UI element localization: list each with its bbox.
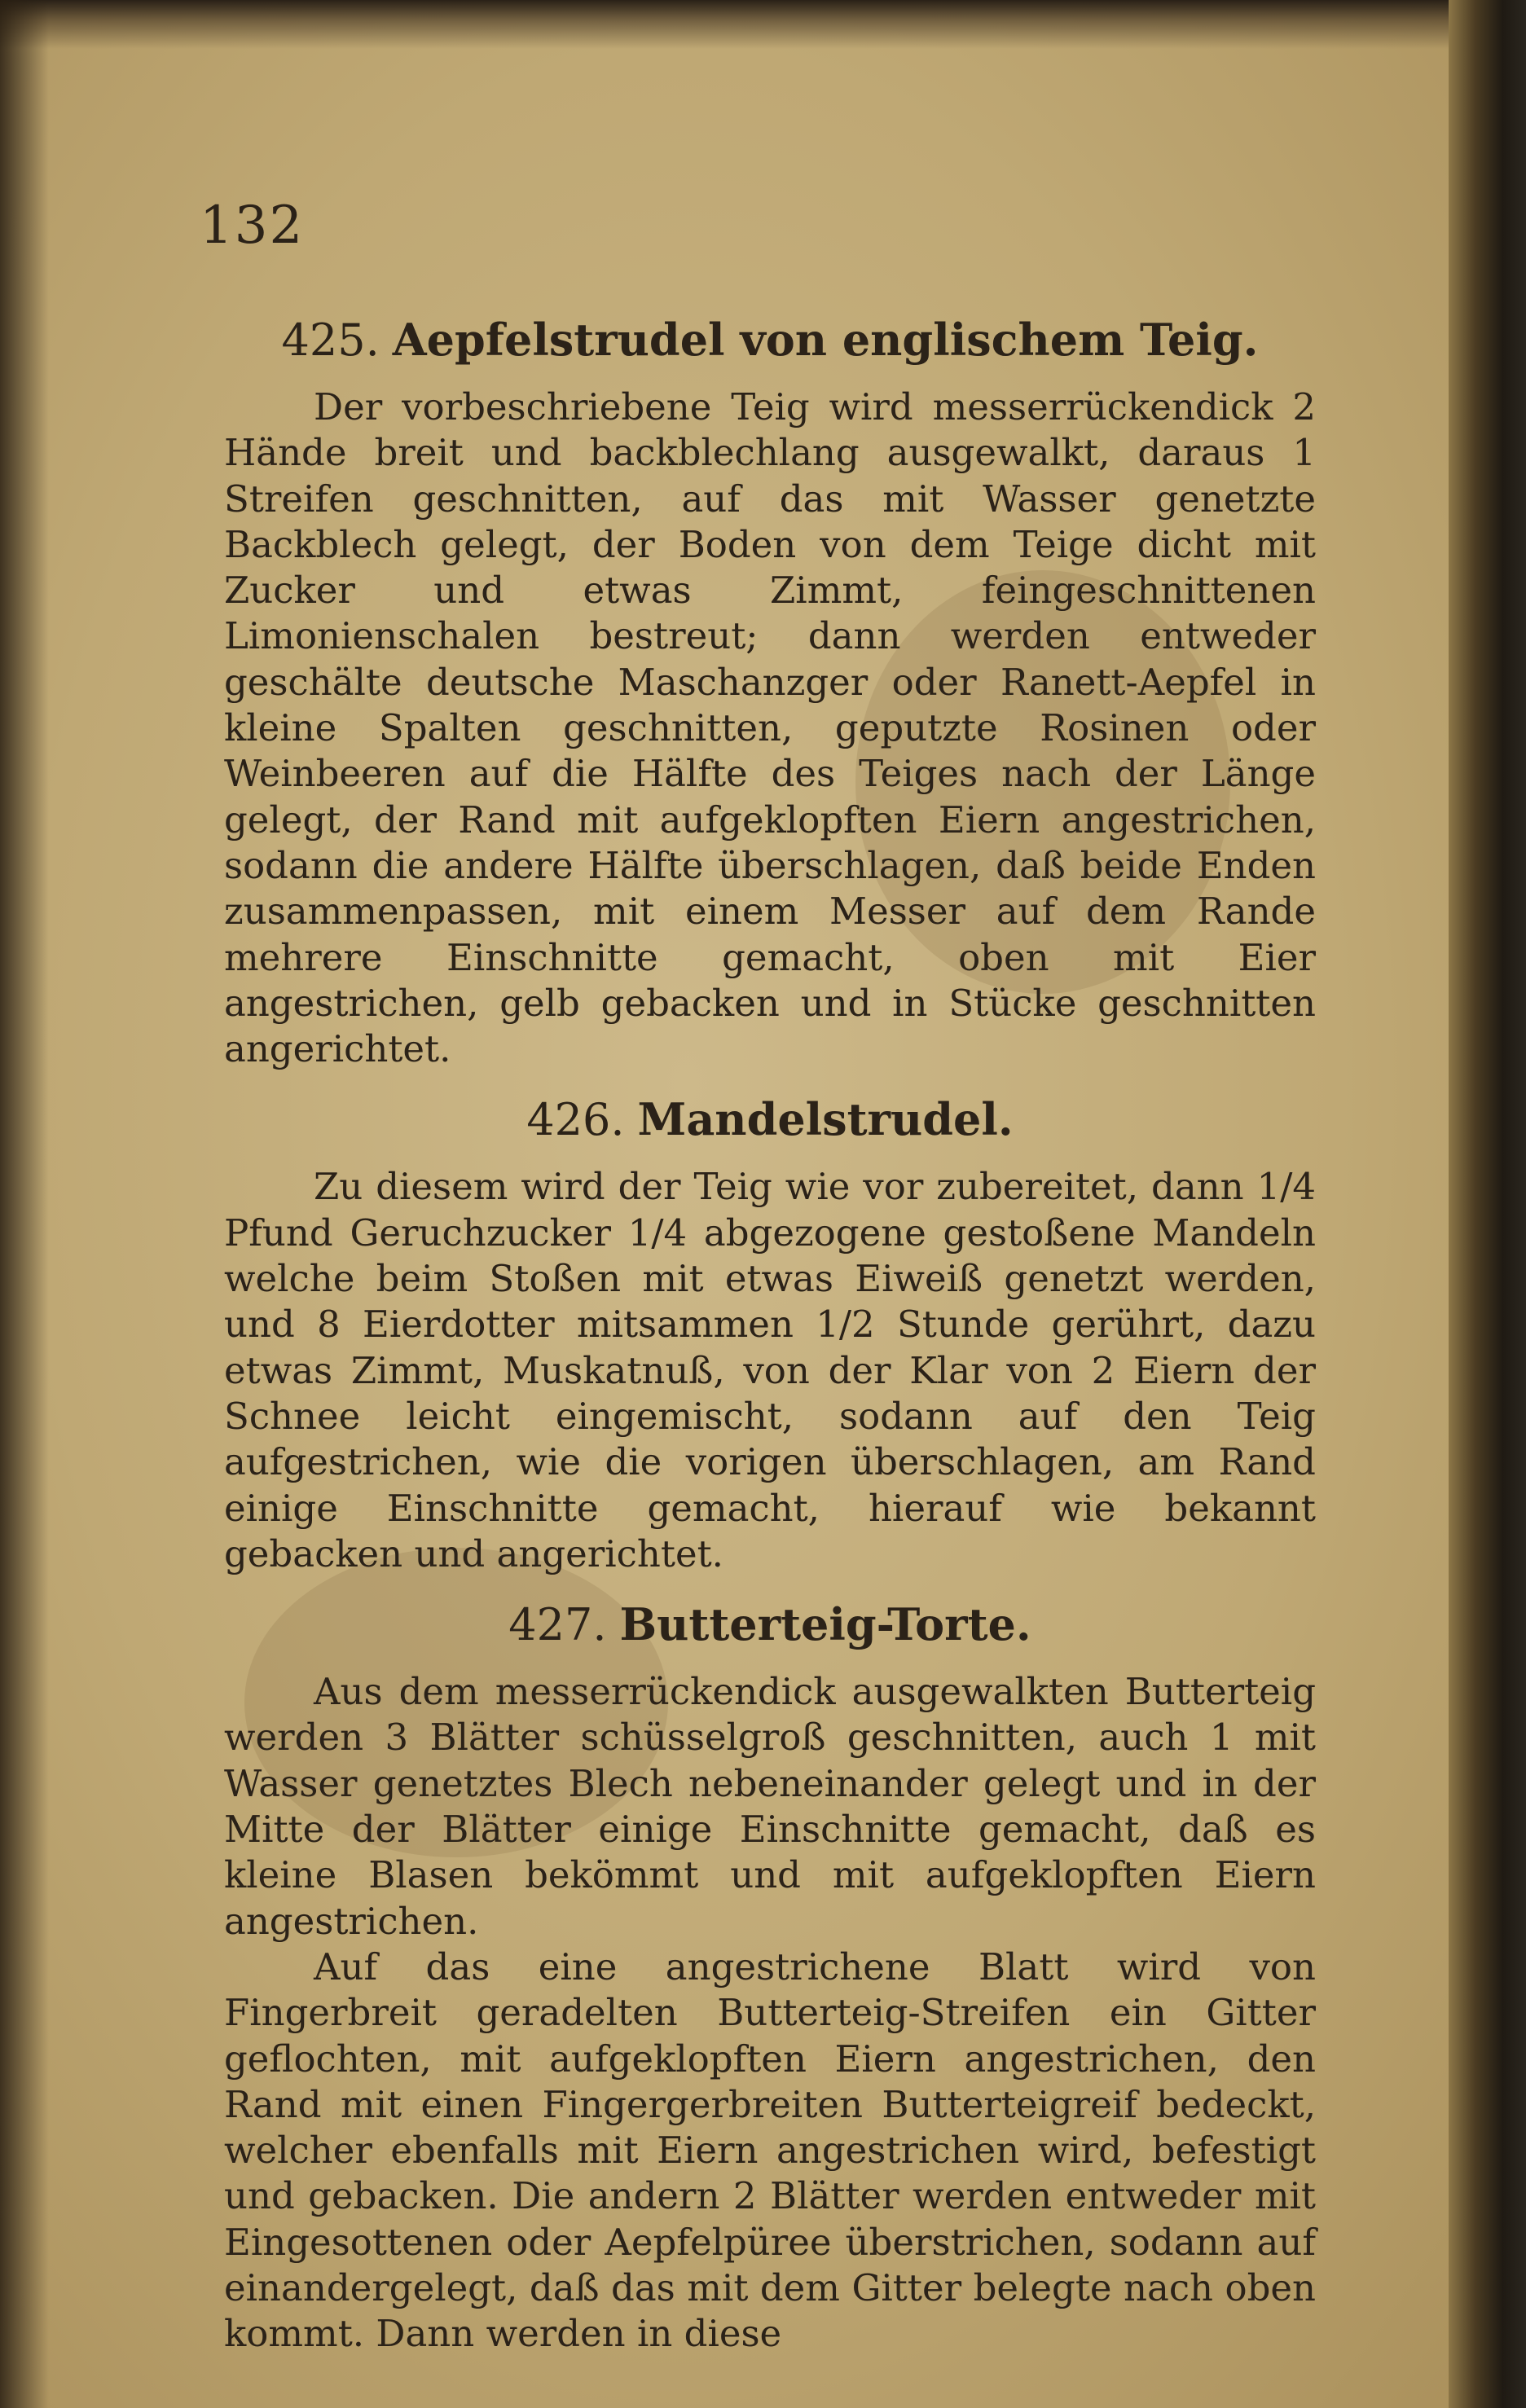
recipe-heading	[224, 1093, 1316, 1146]
recipe-title: Butterteig-Torte.	[619, 1598, 1031, 1651]
page-text	[224, 314, 1316, 2379]
recipe-number: 427.	[508, 1599, 607, 1651]
recipe-paragraph: Aus dem messerrückendick ausgewalkten Butterteig werden 3 Blätter schüsselgroß geschnitten, auch 1 mit Wasser genetztes Blech nebeneinander gelegt und in der Mitte der Blätter einige Einschnitte gemacht, daß es kleine Blasen bekömmt und mit aufgeklopften Eiern angestrichen.	[224, 1670, 1316, 1943]
recipe-paragraph: Zu diesem wird der Teig wie vor zubereitet, dann 1/4 Pfund Geruchzucker 1/4 abgezogene gestoßene Mandeln welche beim Stoßen mit etwas Eiweiß genetzt werden, und 8 Eierdotter mitsammen 1/2 Stunde gerührt, dazu etwas Zimmt, Muskatnuß, von der Klar von 2 Eiern der Schnee leicht eingemischt, sodann auf den Teig aufgestrichen, wie die vorigen überschlagen, am Rand einige Einschnitte gemacht, hierauf wie bekannt gebacken und angerichtet.	[224, 1165, 1316, 1575]
page-number: 132	[200, 196, 305, 256]
recipe-number: 425.	[281, 314, 380, 366]
recipe-title: Mandelstrudel.	[637, 1093, 1014, 1146]
recipe-426	[224, 1093, 1316, 1577]
book-binding	[1449, 0, 1526, 2408]
page-top-edge	[0, 0, 1526, 49]
recipe-paragraph: Der vorbeschriebene Teig wird messerrückendick 2 Hände breit und backblechlang ausgewalkt, daraus 1 Streifen geschnitten, auf das mit Wasser genetzte Backblech gelegt, der Boden von dem Teige dicht mit Zucker und etwas Zimmt, feingeschnittenen Limonienschalen bestreut; dann werden entweder geschälte deutsche Maschanzger oder Ranett-Aepfel in kleine Spalten geschnitten, geputzte Rosinen oder Weinbeeren auf die Hälfte des Teiges nach der Länge gelegt, der Rand mit aufgeklopften Eiern angestrichen, sodann die andere Hälfte überschlagen, daß beide Enden zusammenpassen, mit einem Messer auf dem Rande mehrere Einschnitte gemacht, oben mit Eier angestrichen, gelb gebacken und in Stücke geschnitten angerichtet.	[224, 385, 1316, 1071]
recipe-heading	[224, 1598, 1316, 1651]
recipe-heading	[224, 314, 1316, 367]
page-left-edge	[0, 0, 49, 2408]
recipe-title: Aepfelstrudel von englischem Teig.	[392, 314, 1259, 366]
recipe-425	[224, 314, 1316, 1072]
recipe-427	[224, 1598, 1316, 2357]
recipe-paragraph: Auf das eine angestrichene Blatt wird von Fingerbreit geradelten Butterteig-Streifen ein Gitter geflochten, mit aufgeklopften Eiern angestrichen, den Rand mit einen Fingergerbreiten Butterteigreif bedeckt, welcher ebenfalls mit Eiern angestrichen wird, befestigt und gebacken. Die andern 2 Blätter werden entweder mit Eingesottenen oder Aepfelpüree überstrichen, sodann auf einandergelegt, daß das mit dem Gitter belegte nach oben kommt. Dann werden in diese	[224, 1944, 1316, 2356]
recipe-number: 426.	[526, 1094, 625, 1146]
